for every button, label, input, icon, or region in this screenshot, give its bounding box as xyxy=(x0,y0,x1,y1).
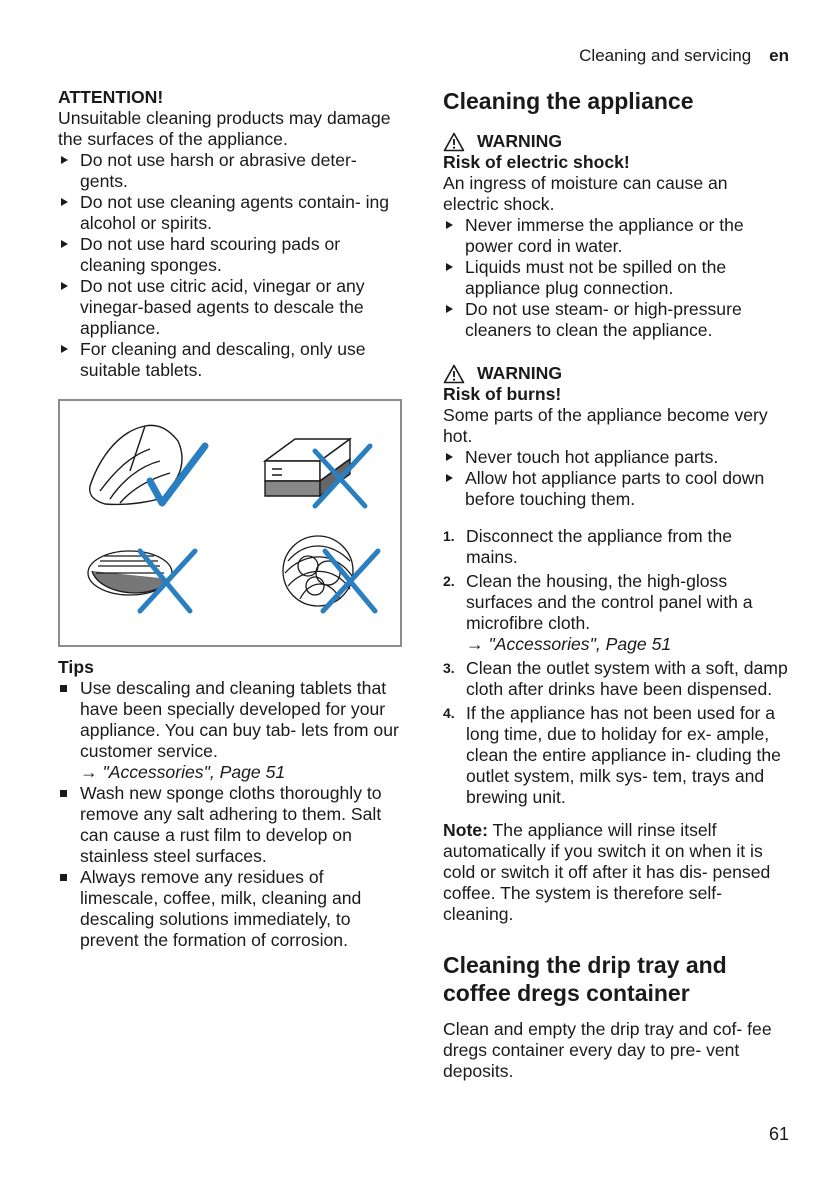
warning-list xyxy=(443,215,788,341)
warning-item: Liquids must not be spilled on the appliance plug connection. xyxy=(443,257,788,299)
warning-risk: Risk of burns! xyxy=(443,384,562,404)
warning-label: WARNING xyxy=(477,131,563,151)
step-number: 4. xyxy=(443,705,455,721)
warning-risk: Risk of electric shock! xyxy=(443,152,630,172)
attention-item: Do not use citric acid, vinegar or any vinegar-based agents to descale the appliance. xyxy=(58,276,403,339)
step-item xyxy=(443,571,788,655)
note xyxy=(443,820,788,925)
tip-reference-link[interactable]: → "Accessories", Page 51 xyxy=(80,762,286,782)
page-header xyxy=(579,46,789,66)
tips-list xyxy=(58,678,403,951)
attention-item: For cleaning and descaling, only use suitable tablets. xyxy=(58,339,403,381)
language-code: en xyxy=(769,46,789,65)
warning-list xyxy=(443,447,788,510)
attention-list xyxy=(58,150,403,381)
tip-text: Use descaling and cleaning tablets that have been specially developed for your appliance. You can buy tab- lets from our customer service. xyxy=(80,678,399,761)
step-text: If the appliance has not been used for a long time, due to holiday for ex- ample, clean the entire appliance in- cluding the outlet system, milk sys- tem, trays and brewing unit. xyxy=(466,703,781,807)
drip-tray-paragraph: Clean and empty the drip tray and cof- fee dregs container every day to pre- vent deposits. xyxy=(443,1019,772,1081)
warning-text: Some parts of the appliance become very hot. xyxy=(443,405,768,446)
page-number: 61 xyxy=(768,1124,789,1144)
step-number: 2. xyxy=(443,573,455,589)
attention-title: ATTENTION! xyxy=(58,87,164,107)
right-column xyxy=(443,87,788,1082)
note-label: Note: xyxy=(443,820,488,840)
section-title: Cleaning and servicing xyxy=(579,46,752,65)
section-heading-cleaning-appliance: Cleaning the appliance xyxy=(443,88,694,114)
step-text: Clean the outlet system with a soft, damp cloth after drinks have been dispensed. xyxy=(466,658,788,699)
warning-header xyxy=(443,363,788,384)
warning-item: Never touch hot appliance parts. xyxy=(443,447,788,468)
tips-title: Tips xyxy=(58,657,94,677)
step-item xyxy=(443,526,788,568)
cleaning-materials-illustration xyxy=(60,401,400,645)
tip-item xyxy=(58,783,403,867)
steps-list xyxy=(443,526,788,808)
tip-item xyxy=(58,867,403,951)
step-item xyxy=(443,703,788,808)
tip-text: Wash new sponge cloths thoroughly to remove any salt adhering to them. Salt can cause a rust film to develop on stainless steel surfaces. xyxy=(80,783,382,866)
warning-item: Allow hot appliance parts to cool down before touching them. xyxy=(443,468,788,510)
attention-item: Do not use hard scouring pads or cleaning sponges. xyxy=(58,234,403,276)
attention-item: Do not use cleaning agents contain- ing alcohol or spirits. xyxy=(58,192,403,234)
cleaning-materials-figure xyxy=(58,399,402,647)
warning-triangle-icon xyxy=(443,132,465,152)
warning-triangle-icon xyxy=(443,364,465,384)
warning-item: Never immerse the appliance or the power cord in water. xyxy=(443,215,788,257)
step-reference-link[interactable]: → "Accessories", Page 51 xyxy=(466,634,672,654)
note-text: The appliance will rinse itself automatically if you switch it on when it is cold or switch it off after it has dis- pensed coffee. The system is therefore self-cleaning. xyxy=(443,820,771,924)
section-heading-drip-tray: Cleaning the drip tray and coffee dregs container xyxy=(443,952,727,1006)
tip-text: Always remove any residues of limescale, coffee, milk, cleaning and descaling solutions immediately, to prevent the formation of corrosion. xyxy=(80,867,362,950)
scouring-pad-icon xyxy=(265,439,350,496)
warning-item: Do not use steam- or high-pressure cleaners to clean the appliance. xyxy=(443,299,788,341)
step-number: 3. xyxy=(443,660,455,676)
warning-text: An ingress of moisture can cause an electric shock. xyxy=(443,173,728,214)
step-text: Clean the housing, the high-gloss surfaces and the control panel with a microfibre cloth. xyxy=(466,571,753,633)
step-number: 1. xyxy=(443,528,455,544)
attention-item: Do not use harsh or abrasive deter- gents. xyxy=(58,150,403,192)
warning-label: WARNING xyxy=(477,363,563,383)
step-item xyxy=(443,658,788,700)
attention-text: Unsuitable cleaning products may damage the surfaces of the appliance. xyxy=(58,108,391,149)
warning-header xyxy=(443,131,788,152)
step-text: Disconnect the appliance from the mains. xyxy=(466,526,733,567)
tip-item xyxy=(58,678,403,783)
left-column xyxy=(58,87,403,951)
